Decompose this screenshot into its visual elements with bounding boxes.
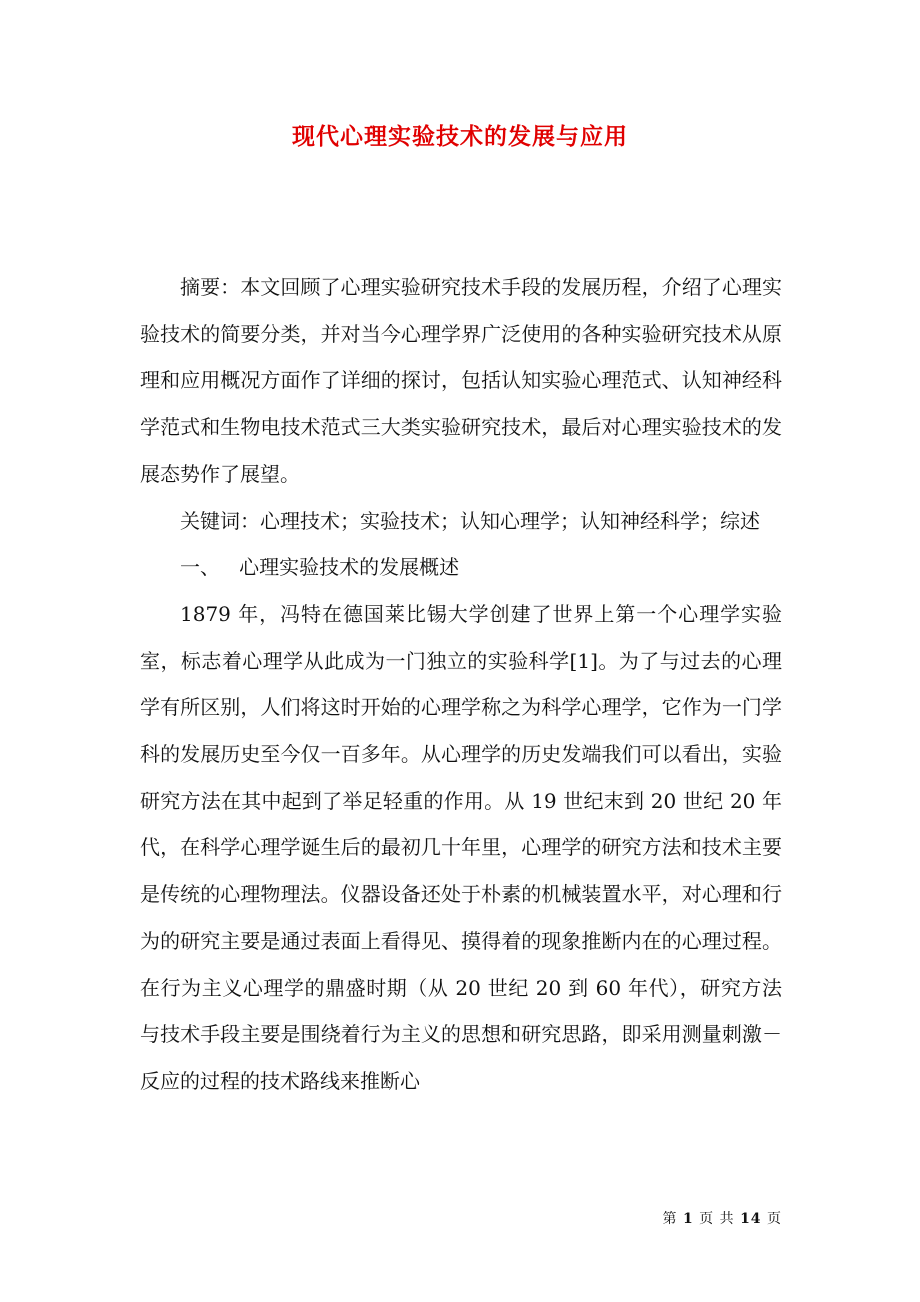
total-page-count: 14: [740, 1211, 762, 1227]
body-paragraph: 1879 年，冯特在德国莱比锡大学创建了世界上第一个心理学实验室，标志着心理学从此成为一门独立的实验科学[1]。为了与过去的心理学有所区别，人们将这时开始的心理学称之为科学心理学，它作为一门学科的发展历史至今仅一百多年。从心理学的历史发端我们可以看出，实验研究方法在其中起到了举足轻重的作用。从 19 世纪末到 20 世纪 20 年代，在科学心理学诞生后的最初几十年里，心理学的研究方法和技术主要是传统的心理物理法。仪器设备还处于朴素的机械装置水平，对心理和行为的研究主要是通过表面上看得见、摸得着的现象推断内在的心理过程。在行为主义心理学的鼎盛时期（从 20 世纪 20 到 60 年代），研究方法与技术手段主要是围绕着行为主义的思想和研究思路，即采用测量刺激－反应的过程的技术路线来推断心: [140, 601, 782, 1093]
document-body: [140, 264, 782, 1105]
section-heading-text: 心理实验技术的发展概述: [239, 555, 460, 580]
page-footer: [620, 1208, 782, 1228]
section-heading: [140, 544, 782, 591]
footer-middle: 页 共: [699, 1211, 735, 1227]
keywords-paragraph: 关键词：心理技术；实验技术；认知心理学；认知神经科学；综述: [180, 508, 760, 533]
document-title: 现代心理实验技术的发展与应用: [292, 123, 628, 150]
footer-suffix: 页: [767, 1211, 782, 1227]
abstract-paragraph: 摘要：本文回顾了心理实验研究技术手段的发展历程，介绍了心理实验技术的简要分类，并对当今心理学界广泛使用的各种实验研究技术从原理和应用概况方面作了详细的探讨，包括认知实验心理范式、认知神经科学范式和生物电技术范式三大类实验研究技术，最后对心理实验技术的发展态势作了展望。: [140, 275, 782, 486]
footer-prefix: 第: [662, 1211, 678, 1227]
current-page-number: 1: [682, 1211, 694, 1227]
section-heading-number: 一、: [180, 555, 220, 580]
